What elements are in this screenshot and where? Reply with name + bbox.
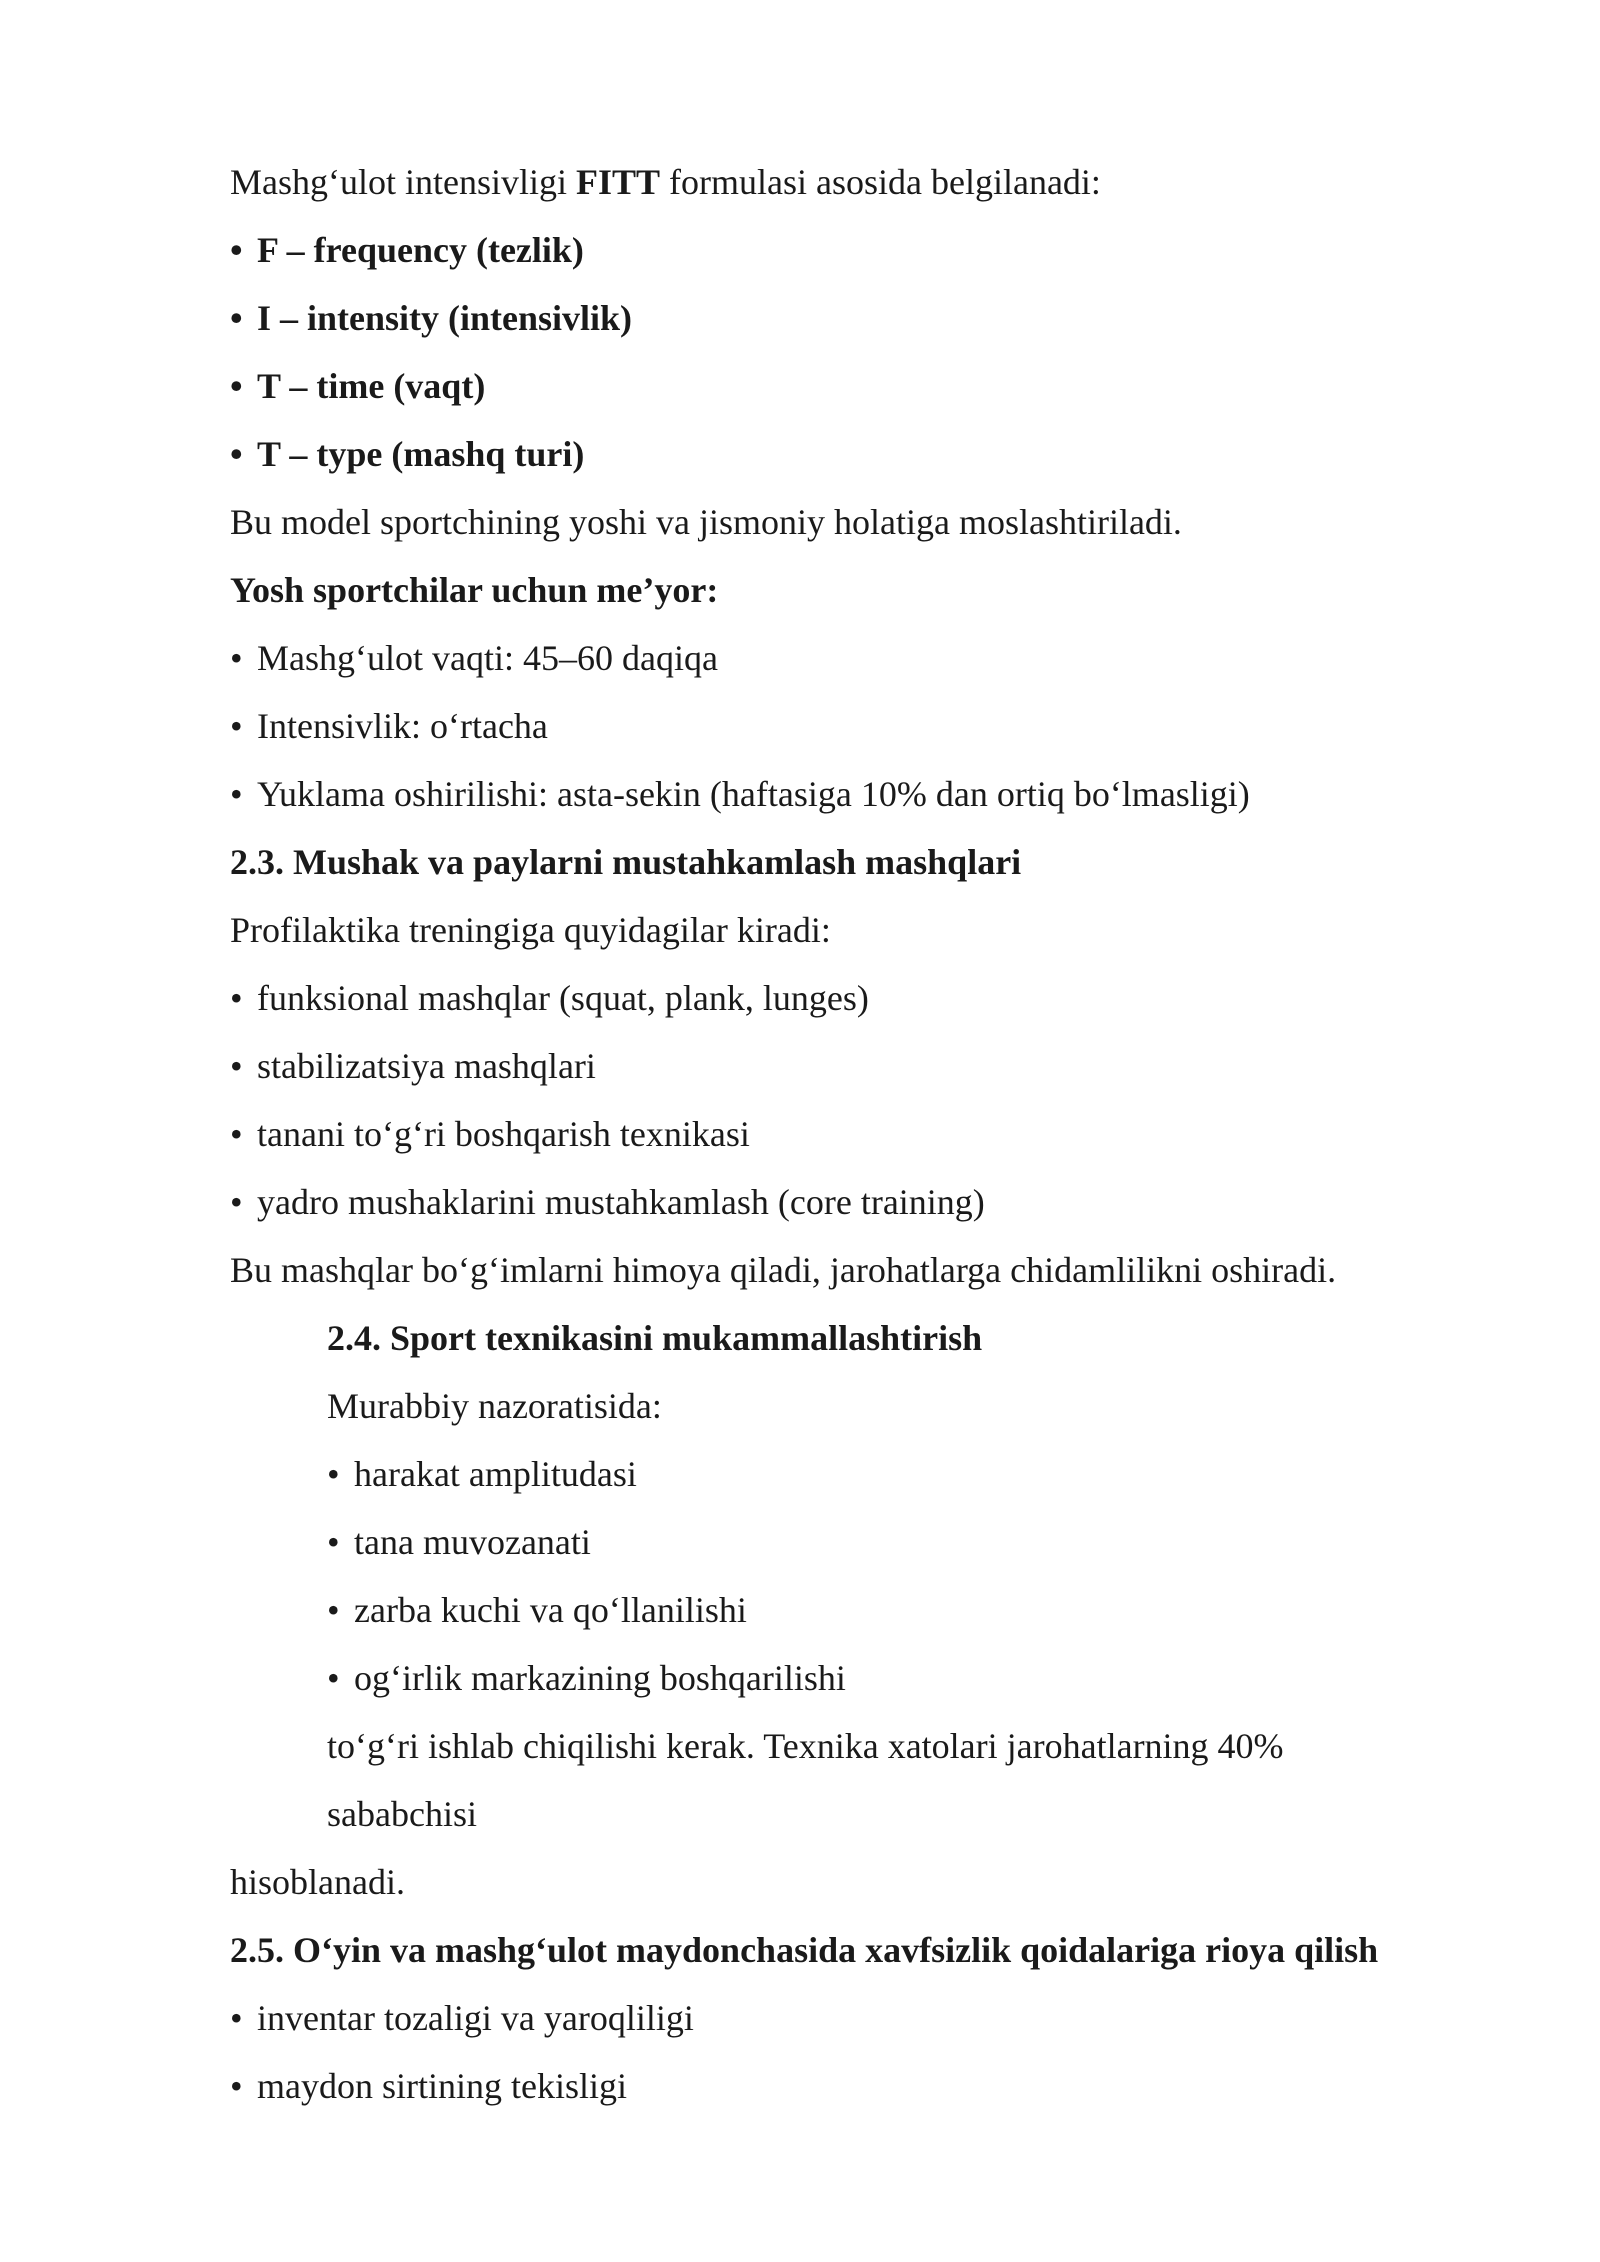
- bullet-icon: •: [327, 1658, 340, 1698]
- bullet-icon: •: [230, 706, 243, 746]
- list-item: [230, 1984, 1530, 2052]
- fitt-item-intensity: I – intensity (intensivlik): [257, 298, 633, 338]
- list-item-text: harakat amplitudasi: [354, 1454, 637, 1494]
- list-item: [230, 1032, 1530, 1100]
- section-2-4-intro: Murabbiy nazoratisida:: [327, 1386, 662, 1426]
- bullet-icon: •: [230, 1114, 243, 1154]
- bullet-icon: •: [230, 2066, 243, 2106]
- list-item-text: og‘irlik markazining boshqarilishi: [354, 1658, 846, 1698]
- fitt-item-time: T – time (vaqt): [257, 366, 486, 406]
- list-item-text: Intensivlik: o‘rtacha: [257, 706, 548, 746]
- bullet-icon: •: [230, 1998, 243, 2038]
- list-item-text: tanani to‘g‘ri boshqarish texnikasi: [257, 1114, 750, 1154]
- list-item-text: inventar tozaligi va yaroqliligi: [257, 1998, 694, 2038]
- section-2-4-conclusion-line2: sababchisi: [327, 1794, 477, 1834]
- list-item: [230, 1576, 1530, 1644]
- list-item-text: funksional mashqlar (squat, plank, lunges): [257, 978, 869, 1018]
- list-item: [230, 964, 1530, 1032]
- list-item: [230, 2052, 1530, 2120]
- bullet-icon: •: [230, 298, 243, 338]
- list-item: [230, 1440, 1530, 1508]
- fitt-term: FITT: [576, 162, 661, 202]
- bullet-icon: •: [230, 774, 243, 814]
- model-note: Bu model sportchining yoshi va jismoniy holatiga moslashtiriladi.: [230, 502, 1182, 542]
- bullet-icon: •: [230, 1046, 243, 1086]
- list-item-text: zarba kuchi va qo‘llanilishi: [354, 1590, 747, 1630]
- fitt-intro: [230, 148, 1530, 216]
- fitt-item-frequency: F – frequency (tezlik): [257, 230, 584, 270]
- section-2-3-conclusion: Bu mashqlar bo‘g‘imlarni himoya qiladi, jarohatlarga chidamlilikni oshiradi.: [230, 1250, 1337, 1290]
- section-2-3-heading: 2.3. Mushak va paylarni mustahkamlash mashqlari: [230, 842, 1022, 882]
- list-item-text: maydon sirtining tekisligi: [257, 2066, 627, 2106]
- list-item: [230, 1508, 1530, 1576]
- list-item-text: Mashg‘ulot vaqti: 45–60 daqiqa: [257, 638, 718, 678]
- section-2-4-conclusion-line3: hisoblanadi.: [230, 1862, 405, 1902]
- list-item: [230, 624, 1530, 692]
- list-item-text: stabilizatsiya mashqlari: [257, 1046, 596, 1086]
- list-item: [230, 1100, 1530, 1168]
- section-2-4-conclusion-line1: to‘g‘ri ishlab chiqilishi kerak. Texnika xatolari jarohatlarning 40%: [327, 1726, 1284, 1766]
- section-2-5-heading: 2.5. O‘yin va mashg‘ulot maydonchasida xavfsizlik qoidalariga rioya qilish: [230, 1930, 1379, 1970]
- list-item: [230, 1168, 1530, 1236]
- section-2-3-intro: Profilaktika treningiga quyidagilar kiradi:: [230, 910, 831, 950]
- bullet-icon: •: [230, 1182, 243, 1222]
- list-item: [230, 1644, 1530, 1712]
- bullet-icon: •: [230, 978, 243, 1018]
- intro-text: Mashg‘ulot intensivligi: [230, 162, 576, 202]
- list-item: [230, 216, 1530, 284]
- bullet-icon: •: [327, 1522, 340, 1562]
- intro-text-end: formulasi asosida belgilanadi:: [660, 162, 1101, 202]
- list-item: [230, 760, 1530, 828]
- bullet-icon: •: [230, 434, 243, 474]
- young-athletes-heading: Yosh sportchilar uchun me’yor:: [230, 570, 719, 610]
- document-body: [230, 148, 1530, 2120]
- list-item-text: yadro mushaklarini mustahkamlash (core training): [257, 1182, 985, 1222]
- fitt-item-type: T – type (mashq turi): [257, 434, 585, 474]
- bullet-icon: •: [230, 638, 243, 678]
- bullet-icon: •: [327, 1454, 340, 1494]
- bullet-icon: •: [230, 230, 243, 270]
- list-item: [230, 284, 1530, 352]
- bullet-icon: •: [327, 1590, 340, 1630]
- list-item-text: Yuklama oshirilishi: asta-sekin (haftasiga 10% dan ortiq bo‘lmasligi): [257, 774, 1250, 814]
- list-item: [230, 420, 1530, 488]
- section-2-4-heading: 2.4. Sport texnikasini mukammallashtirish: [327, 1318, 983, 1358]
- list-item: [230, 352, 1530, 420]
- list-item: [230, 692, 1530, 760]
- bullet-icon: •: [230, 366, 243, 406]
- list-item-text: tana muvozanati: [354, 1522, 591, 1562]
